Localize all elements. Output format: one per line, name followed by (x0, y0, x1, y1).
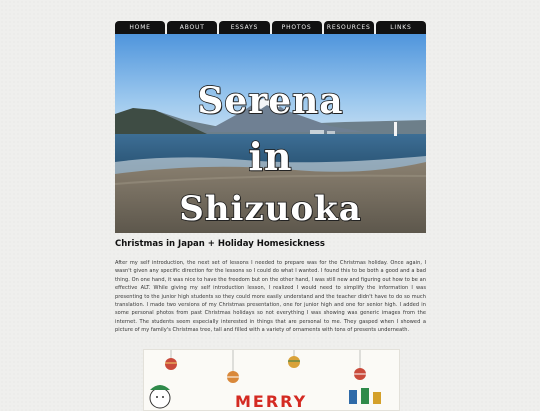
banner-title-line2: in (248, 134, 293, 179)
banner-title-line3: Shizuoka (179, 189, 362, 229)
header-banner (115, 34, 426, 233)
merry-text: MERRY (235, 392, 308, 411)
nav-home[interactable]: HOME (115, 21, 165, 34)
christmas-card-image (143, 349, 400, 411)
nav-resources[interactable]: RESOURCES (324, 21, 374, 34)
nav-links[interactable]: LINKS (376, 21, 426, 34)
post-body: After my self introduction, the next set of lessons I needed to prepare was for the Christmas holiday. Once again, I wasn't given any specific direction for the lessons so I could do what I wanted. I found this to be both a good and a bad thing. On one hand, it was nice to have the freedom but on the other hand, I was still new and figuring out how to be an effective ALT. While giving my self introduction lesson, I realized I would need to simplify the information I was presenting to the junior high students so they could more easily understand and the teacher didn't have to do so much translation. I made two versions of my Christmas presentation, one for junior high and one for senior high. I added in some personal photos from past Christmas holidays so not everything I was showing was generic images from the internet. The students seem especially interested in things that are personal to me. They gasped when I showed a picture of my family's Christmas tree, tall and filled with a variety of ornaments with tons of presents underneath. (115, 260, 426, 334)
post-title: Christmas in Japan + Holiday Homesickness (115, 239, 325, 249)
nav-about[interactable]: ABOUT (167, 21, 217, 34)
banner-title-line1: Serena (197, 80, 344, 122)
main-nav (115, 21, 426, 34)
nav-photos[interactable]: PHOTOS (272, 21, 322, 34)
nav-essays[interactable]: ESSAYS (219, 21, 269, 34)
